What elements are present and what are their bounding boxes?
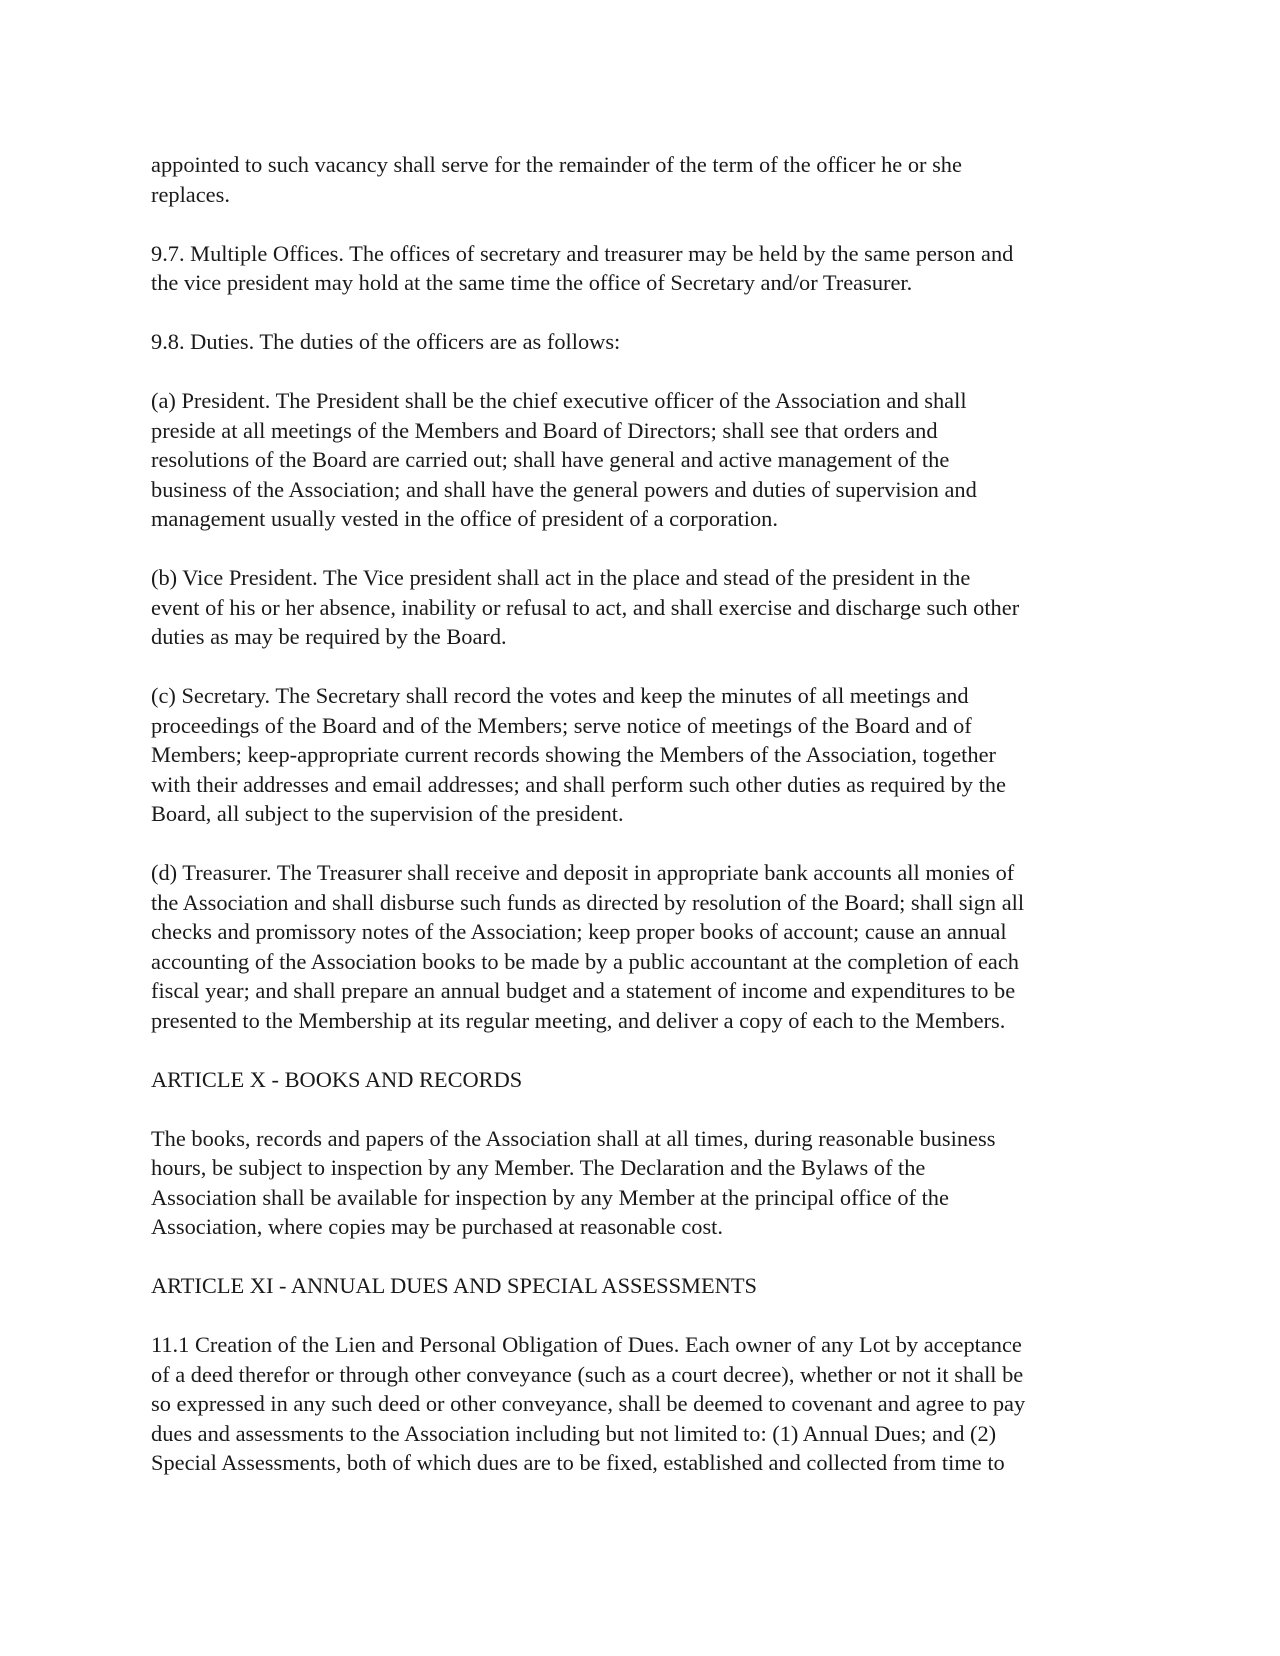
paragraph-9-7-multiple-offices xyxy=(151,239,1136,298)
text-line: (a) President. The President shall be the chief executive officer of the Association and shall xyxy=(151,388,967,413)
text-line: proceedings of the Board and of the Members; serve notice of meetings of the Board and of xyxy=(151,712,972,738)
document-page xyxy=(151,150,1136,1507)
text-line: event of his or her absence, inability or refusal to act, and shall exercise and discharge such other xyxy=(151,594,1020,620)
text-line: Association, where copies may be purchased at reasonable cost. xyxy=(151,1214,723,1239)
paragraph-books-and-records xyxy=(151,1124,1136,1242)
text-line: resolutions of the Board are carried out; shall have general and active management of the xyxy=(151,447,950,472)
text-line: the Association and shall disburse such funds as directed by resolution of the Board; shall sign all xyxy=(151,889,1025,915)
text-line: the vice president may hold at the same time the office of Secretary and/or Treasurer. xyxy=(151,270,913,295)
text-line: presented to the Membership at its regular meeting, and deliver a copy of each to the Members. xyxy=(151,1007,1006,1033)
text-line: The books, records and papers of the Association shall at all times, during reasonable business xyxy=(151,1125,996,1151)
text-line: Association shall be available for inspection by any Member at the principal office of the xyxy=(151,1184,949,1210)
text-line: dues and assessments to the Association including but not limited to: (1) Annual Dues; and (2) xyxy=(151,1420,997,1446)
paragraph-9-8-duties xyxy=(151,327,1136,357)
text-line: Special Assessments, both of which dues are to be fixed, established and collected from time to xyxy=(151,1450,1005,1475)
text-line: management usually vested in the office of president of a corporation. xyxy=(151,506,778,531)
paragraph-11-1-lien xyxy=(151,1330,1136,1478)
text-line: 11.1 Creation of the Lien and Personal Obligation of Dues. Each owner of any Lot by acceptance xyxy=(151,1332,1022,1357)
paragraph-a-president xyxy=(151,386,1136,534)
text-line: (d) Treasurer. The Treasurer shall receive and deposit in appropriate bank accounts all monies of xyxy=(151,860,1015,885)
text-line: preside at all meetings of the Members and Board of Directors; shall see that orders and xyxy=(151,417,938,443)
text-line: appointed to such vacancy shall serve for the remainder of the term of the officer he or she xyxy=(151,152,962,177)
text-line: checks and promissory notes of the Association; keep proper books of account; cause an annual xyxy=(151,919,1007,944)
text-line: 9.7. Multiple Offices. The offices of secretary and treasurer may be held by the same person and xyxy=(151,240,1014,266)
text-line: duties as may be required by the Board. xyxy=(151,624,507,649)
text-line: accounting of the Association books to be made by a public accountant at the completion of each xyxy=(151,948,1019,974)
text-line: replaces. xyxy=(151,181,230,207)
paragraph-c-secretary xyxy=(151,681,1136,829)
text-line: (c) Secretary. The Secretary shall record the votes and keep the minutes of all meetings and xyxy=(151,683,969,708)
text-line: (b) Vice President. The Vice president shall act in the place and stead of the president in the xyxy=(151,565,971,590)
text-line: hours, be subject to inspection by any Member. The Declaration and the Bylaws of the xyxy=(151,1155,926,1180)
text-line: fiscal year; and shall prepare an annual budget and a statement of income and expenditures to be xyxy=(151,978,1016,1003)
text-line: so expressed in any such deed or other conveyance, shall be deemed to covenant and agree to pay xyxy=(151,1391,1026,1416)
paragraph-vacancy-continuation xyxy=(151,150,1136,209)
text-line: Members; keep-appropriate current records showing the Members of the Association, together xyxy=(151,742,996,767)
text-line: 9.8. Duties. The duties of the officers are as follows: xyxy=(151,329,621,354)
text-line: Board, all subject to the supervision of the president. xyxy=(151,801,624,826)
paragraph-b-vice-president xyxy=(151,563,1136,652)
paragraph-d-treasurer xyxy=(151,858,1136,1035)
text-line: with their addresses and email addresses; and shall perform such other duties as required by the xyxy=(151,771,1006,797)
text-line: business of the Association; and shall have the general powers and duties of supervision and xyxy=(151,476,977,502)
heading-article-xi: ARTICLE XI - ANNUAL DUES AND SPECIAL ASSESSMENTS xyxy=(151,1273,757,1298)
text-line: of a deed therefor or through other conveyance (such as a court decree), whether or not it shall be xyxy=(151,1361,1024,1387)
heading-article-x: ARTICLE X - BOOKS AND RECORDS xyxy=(151,1066,523,1092)
